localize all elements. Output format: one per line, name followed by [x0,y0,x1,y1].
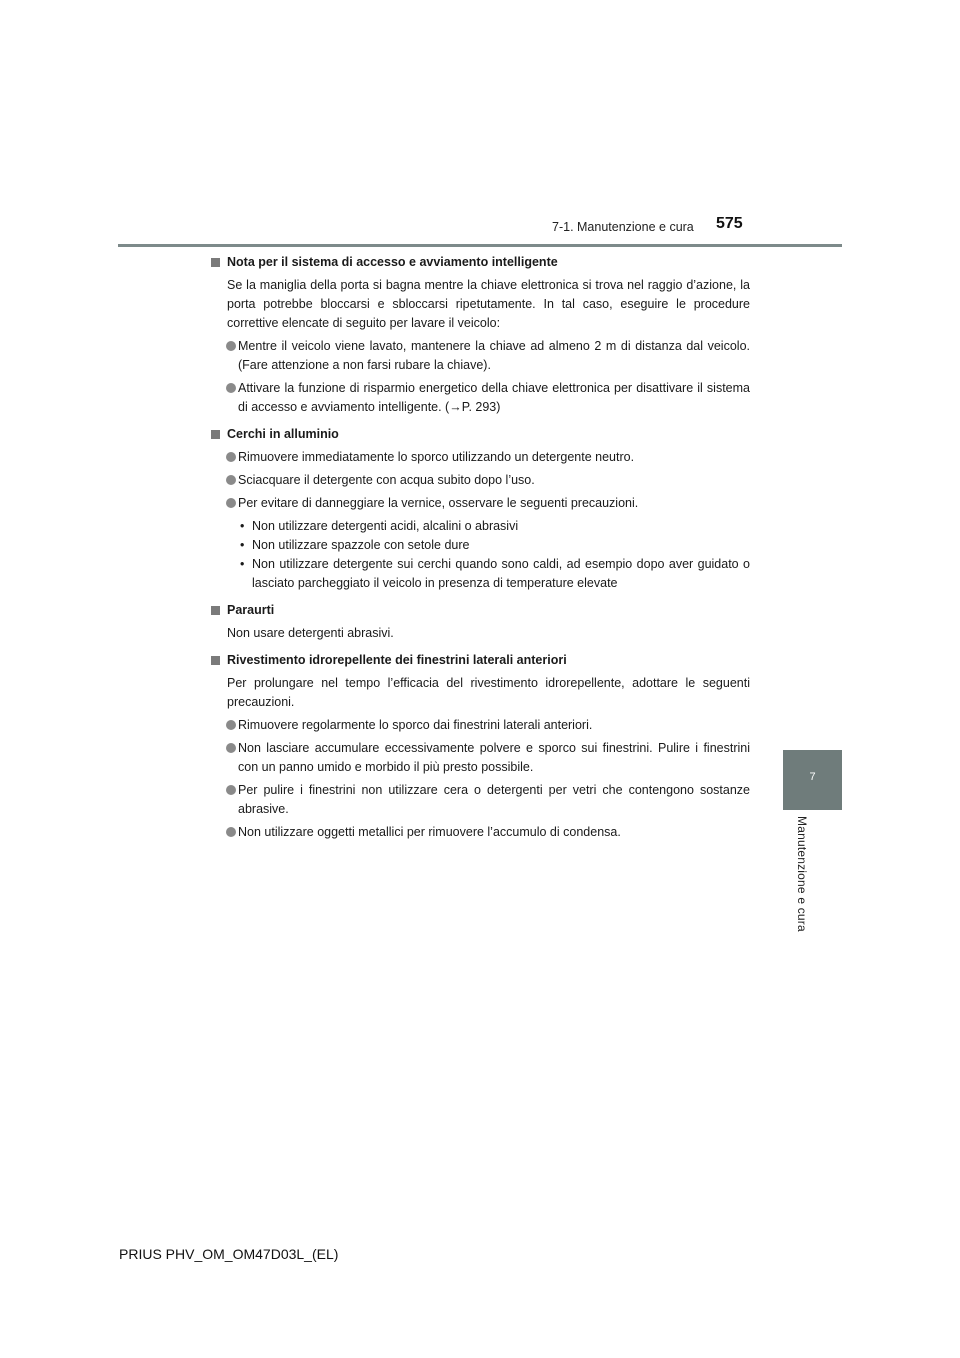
list-item-text: Rimuovere immediatamente lo sporco utilizzando un detergente neutro. [238,450,635,464]
sub-list-item-text: Non utilizzare detergenti acidi, alcalini o abrasivi [252,519,519,533]
list-item [210,448,750,467]
circle-bullet-icon [226,452,236,462]
page-number: 575 [716,215,743,232]
section-heading [210,651,750,670]
sub-list-item [210,536,750,555]
circle-bullet-icon [226,475,236,485]
sub-list-item [210,517,750,536]
list-item-text: Non utilizzare oggetti metallici per rimuovere l’accumulo di condensa. [238,825,621,839]
section-paragraph: Non usare detergenti abrasivi. [227,626,394,640]
section-paragraph: Se la maniglia della porta si bagna mentre la chiave elettronica si trova nel raggio d’azione, la porta potrebbe bloccarsi e sbloccarsi ripetutamente. In tal caso, eseguire le procedure correttive elencate di seguito per lavare il veicolo: [227,278,750,330]
section-water-repellent-coating [210,651,750,842]
list-item [210,739,750,777]
circle-bullet-icon [226,383,236,393]
running-header-section: 7-1. Manutenzione e cura [552,220,694,234]
section-heading [210,425,750,444]
list-item [210,379,750,417]
section-smart-entry [210,253,750,417]
sub-list [210,517,750,593]
sub-list-item [210,555,750,593]
sub-list-item-text: Non utilizzare detergente sui cerchi quando sono caldi, ad esempio dopo aver guidato o lasciato parcheggiato il veicolo in presenza di temperature elevate [252,557,750,590]
square-bullet-icon [211,430,220,439]
square-bullet-icon [211,258,220,267]
list-item [210,471,750,490]
circle-bullet-icon [226,341,236,351]
sub-bullet-icon: • [240,538,245,552]
list-item-text: Per evitare di danneggiare la vernice, osservare le seguenti precauzioni. [238,496,639,510]
list-item-text: Per pulire i finestrini non utilizzare cera o detergenti per vetri che contengono sostanze abrasive. [238,783,750,816]
list-item [210,494,750,513]
document-code: PRIUS PHV_OM_OM47D03L_(EL) [119,1246,339,1262]
circle-bullet-icon [226,498,236,508]
list-item [210,781,750,819]
list-item [210,716,750,735]
chapter-tab-number: 7 [809,771,816,783]
square-bullet-icon [211,606,220,615]
list-item [210,337,750,375]
page-content [210,253,750,850]
list-item-text: Rimuovere regolarmente lo sporco dai finestrini laterali anteriori. [238,718,593,732]
chapter-tab-label: Manutenzione e cura [795,816,809,932]
header-divider [118,244,842,247]
section-heading-text: Nota per il sistema di accesso e avviamento intelligente [227,255,558,269]
chapter-tab[interactable] [783,750,842,810]
circle-bullet-icon [226,827,236,837]
circle-bullet-icon [226,720,236,730]
square-bullet-icon [211,656,220,665]
section-paragraph: Per prolungare nel tempo l’efficacia del rivestimento idrorepellente, adottare le seguenti precauzioni. [227,676,750,709]
section-heading-text: Paraurti [227,603,275,617]
section-heading [210,253,750,272]
section-heading [210,601,750,620]
section-heading-text: Rivestimento idrorepellente dei finestrini laterali anteriori [227,653,567,667]
sub-bullet-icon: • [240,557,245,571]
list-item-text: Mentre il veicolo viene lavato, mantenere la chiave ad almeno 2 m di distanza dal veicolo. (Fare attenzione a non farsi rubare la chiave). [238,339,750,372]
sub-list-item-text: Non utilizzare spazzole con setole dure [252,538,470,552]
section-alloy-wheels [210,425,750,593]
circle-bullet-icon [226,785,236,795]
list-item [210,823,750,842]
section-bumpers [210,601,750,643]
list-item-text: Attivare la funzione di risparmio energetico della chiave elettronica per disattivare il sistema di accesso e avviamento intelligente. (→P. 293) [238,381,750,414]
list-item-text: Non lasciare accumulare eccessivamente polvere e sporco sui finestrini. Pulire i finestrini con un panno umido e morbido il più presto possibile. [238,741,750,774]
section-heading-text: Cerchi in alluminio [227,427,339,441]
list-item-text: Sciacquare il detergente con acqua subito dopo l’uso. [238,473,535,487]
sub-bullet-icon: • [240,519,245,533]
circle-bullet-icon [226,743,236,753]
